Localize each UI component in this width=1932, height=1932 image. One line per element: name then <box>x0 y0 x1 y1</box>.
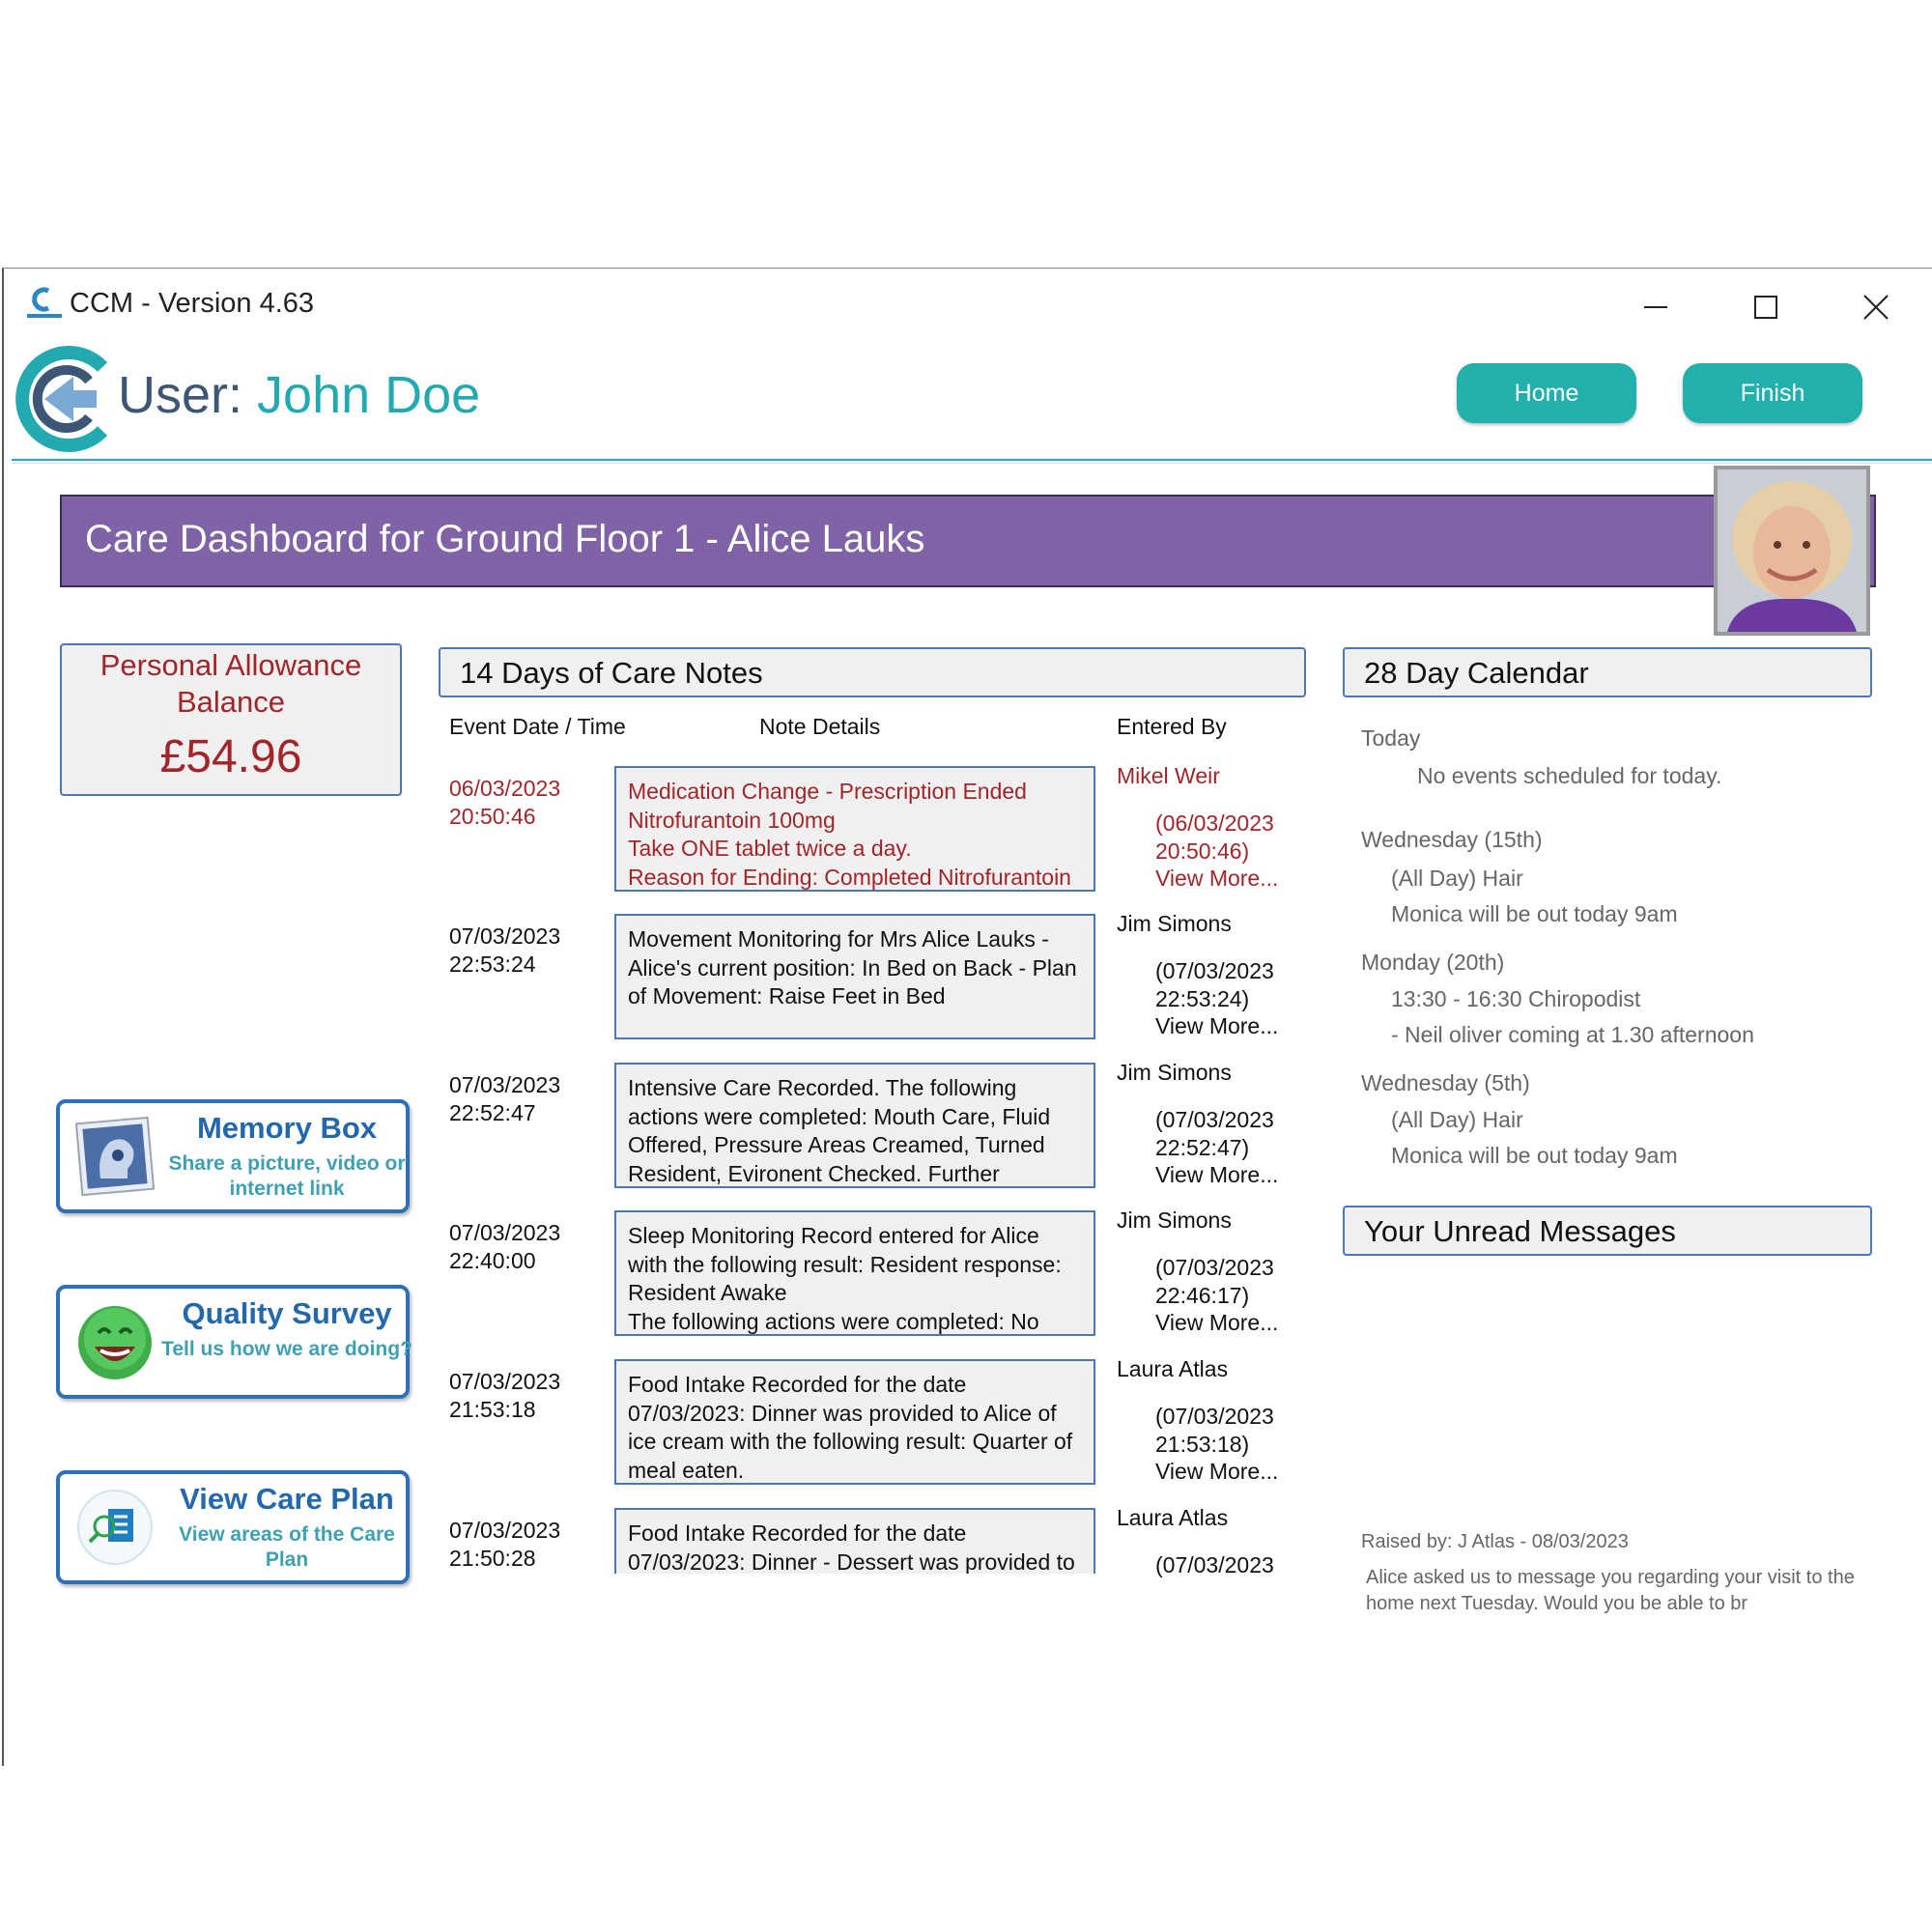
note-details-box[interactable]: Food Intake Recorded for the date 07/03/2023: Dinner was provided to Alice of ice cream with the following result: Quarter of meal eaten. <box>614 1359 1095 1485</box>
calendar-event[interactable]: (All Day) Hair <box>1391 866 1523 891</box>
note-date-time: 22:52:47 <box>449 1100 536 1125</box>
column-entered-by: Entered By <box>1117 714 1227 739</box>
calendar-event-detail: - Neil oliver coming at 1.30 afternoon <box>1391 1022 1754 1047</box>
home-button[interactable]: Home <box>1457 363 1636 423</box>
view-more-link[interactable]: View More... <box>1155 1310 1279 1335</box>
smiley-face-icon <box>75 1300 155 1383</box>
note-date <box>449 923 560 979</box>
view-more-link[interactable]: View More... <box>1155 1013 1279 1038</box>
note-entered-time: (07/03/2023 22:52:47) <box>1155 1107 1274 1160</box>
title-bar <box>4 269 1932 342</box>
calendar-today-label: Today <box>1361 725 1421 751</box>
memory-box-title: Memory Box <box>196 1111 378 1145</box>
view-more-link[interactable]: View More... <box>1155 866 1279 891</box>
header-divider-shadow <box>12 463 1932 464</box>
view-more-link[interactable]: View More... <box>1155 1162 1279 1187</box>
note-date-time: 20:50:46 <box>449 804 536 829</box>
maximize-icon <box>1754 296 1777 319</box>
column-event-date: Event Date / Time <box>449 714 626 739</box>
calendar-day: Wednesday (15th) <box>1361 827 1543 852</box>
user-label <box>118 365 480 425</box>
column-note-details: Note Details <box>759 714 881 739</box>
note-date-day: 07/03/2023 <box>449 1220 561 1245</box>
app-logo-icon <box>25 287 64 322</box>
note-date-time: 22:53:24 <box>449 952 536 977</box>
minimize-icon <box>1644 296 1667 319</box>
finish-button[interactable]: Finish <box>1683 363 1862 423</box>
memory-box-subtitle: Share a picture, video or internet link <box>168 1152 406 1200</box>
note-entered-time: (07/03/2023 21:53:18) <box>1155 1404 1274 1457</box>
calendar-header <box>1343 647 1872 697</box>
calendar-heading: 28 Day Calendar <box>1364 656 1589 690</box>
note-date <box>449 1368 560 1424</box>
maximize-button[interactable] <box>1729 278 1803 336</box>
note-details-box[interactable]: Medication Change - Prescription Ended Nitrofurantoin 100mg Take ONE tablet twice a day. Reason for Ending: Completed Nitrofurantoin <box>614 766 1095 892</box>
note-entered-by: Jim Simons <box>1117 1208 1232 1233</box>
note-date-time: 21:50:28 <box>449 1546 536 1571</box>
note-date <box>449 1517 560 1573</box>
note-date-day: 06/03/2023 <box>449 776 561 801</box>
view-more-link[interactable]: View More... <box>1155 1459 1279 1484</box>
view-care-plan-button[interactable] <box>56 1470 410 1584</box>
personal-allowance-panel <box>60 643 402 796</box>
note-date <box>449 1071 560 1127</box>
message-preview[interactable]: Alice asked us to message you regarding your visit to the home next Tuesday. Would you be able to br <box>1366 1567 1855 1614</box>
window-title: CCM - Version 4.63 <box>70 288 315 319</box>
calendar-day: Monday (20th) <box>1361 950 1505 975</box>
messages-heading: Your Unread Messages <box>1364 1214 1676 1248</box>
care-plan-title: View Care Plan <box>180 1482 394 1516</box>
note-details-box[interactable]: Sleep Monitoring Record entered for Alice with the following result: Resident response: Resident Awake The following actions were completed: No <box>614 1210 1095 1336</box>
care-notes-heading: 14 Days of Care Notes <box>460 656 763 690</box>
header-divider <box>12 459 1932 461</box>
note-entered-by: Mikel Weir <box>1117 763 1220 788</box>
note-details-box[interactable]: Food Intake Recorded for the date 07/03/2023: Dinner - Dessert was provided to <box>614 1508 1095 1574</box>
quality-survey-button[interactable] <box>56 1285 410 1399</box>
calendar-event-detail: Monica will be out today 9am <box>1391 1143 1678 1168</box>
calendar-today-text: No events scheduled for today. <box>1417 763 1722 788</box>
note-entered-by: Jim Simons <box>1117 911 1232 936</box>
memory-box-button[interactable] <box>56 1099 410 1213</box>
calendar-event[interactable]: 13:30 - 16:30 Chiropodist <box>1391 986 1641 1011</box>
care-plan-subtitle: View areas of the Care Plan <box>179 1523 395 1571</box>
note-entered-time: (07/03/2023 <box>1155 1552 1274 1577</box>
note-date-day: 07/03/2023 <box>449 1072 561 1097</box>
calendar-day: Wednesday (5th) <box>1361 1070 1530 1095</box>
note-details-box[interactable]: Movement Monitoring for Mrs Alice Lauks - Alice's current position: In Bed on Back - Plan of Movement: Raise Feet in Bed <box>614 914 1095 1039</box>
back-logo-icon[interactable] <box>6 338 112 460</box>
note-entered-time: (06/03/2023 20:50:46) <box>1155 810 1274 864</box>
user-prefix: User: <box>118 366 243 424</box>
close-icon <box>1863 295 1889 320</box>
care-notes-header <box>439 647 1306 697</box>
message-raised-by: Raised by: J Atlas - 08/03/2023 <box>1361 1531 1629 1552</box>
close-button[interactable] <box>1839 278 1913 336</box>
app-window <box>2 268 1932 1766</box>
quality-survey-subtitle: Tell us how we are doing? <box>161 1338 412 1360</box>
dashboard-banner <box>60 495 1876 587</box>
note-details-box[interactable]: Intensive Care Recorded. The following actions were completed: Mouth Care, Fluid Offered, Pressure Areas Creamed, Turned Resident, Evironent Checked. Further <box>614 1063 1095 1188</box>
note-date-day: 07/03/2023 <box>449 1369 561 1394</box>
note-date-time: 22:40:00 <box>449 1248 536 1273</box>
calendar-event[interactable]: (All Day) Hair <box>1391 1107 1523 1132</box>
resident-photo <box>1714 466 1870 636</box>
note-entered-by: Laura Atlas <box>1117 1356 1229 1381</box>
note-entered-by: Jim Simons <box>1117 1060 1232 1085</box>
minimize-button[interactable] <box>1619 278 1692 336</box>
dashboard-title: Care Dashboard for Ground Floor 1 - Alice Lauks <box>85 518 925 560</box>
calendar-event-detail: Monica will be out today 9am <box>1391 901 1678 926</box>
care-plan-document-icon <box>75 1486 155 1569</box>
user-name: John Doe <box>257 366 481 424</box>
note-date-day: 07/03/2023 <box>449 923 561 949</box>
note-date <box>449 775 560 831</box>
messages-header <box>1343 1206 1872 1256</box>
note-date-day: 07/03/2023 <box>449 1518 561 1543</box>
note-entered-by: Laura Atlas <box>1117 1505 1229 1530</box>
memory-head-icon <box>75 1115 155 1198</box>
note-date <box>449 1219 560 1275</box>
quality-survey-title: Quality Survey <box>182 1296 392 1330</box>
allowance-label: Personal Allowance Balance <box>99 648 362 719</box>
note-entered-time: (07/03/2023 22:53:24) <box>1155 958 1274 1011</box>
allowance-balance: £54.96 <box>159 731 302 782</box>
note-date-time: 21:53:18 <box>449 1397 536 1422</box>
note-entered-time: (07/03/2023 22:46:17) <box>1155 1255 1274 1308</box>
resident-portrait-icon <box>1718 469 1866 632</box>
